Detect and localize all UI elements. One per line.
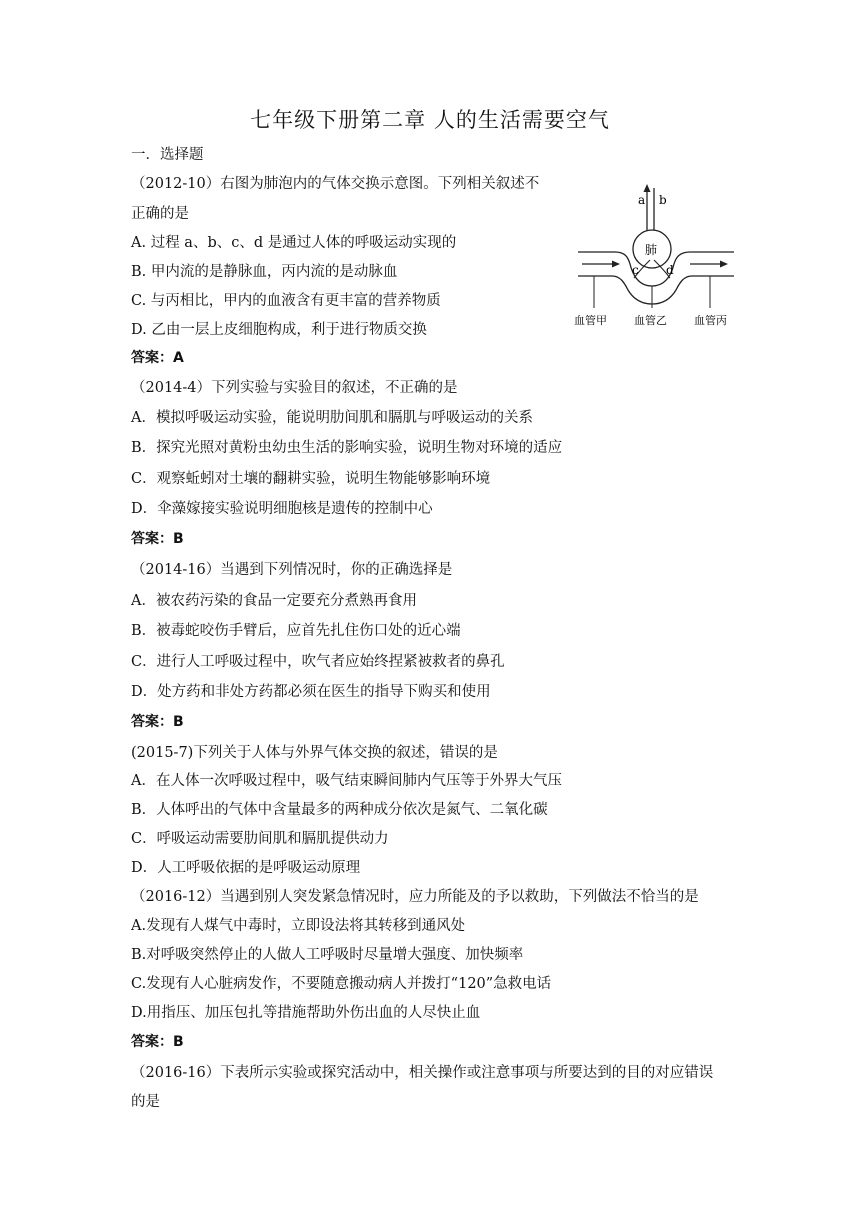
label-d: d xyxy=(666,263,674,277)
q1-option-d: D. 乙由一层上皮细胞构成，利于进行物质交换 xyxy=(131,322,427,338)
q4-option-b: B．人体呼出的气体中含量最多的两种成分依次是氮气、二氧化碳 xyxy=(131,802,548,818)
label-b: b xyxy=(659,193,667,207)
alveolus-diagram xyxy=(570,182,746,332)
section-heading: 一．选择题 xyxy=(131,147,204,163)
q1-option-a: A. 过程 a、b、c、d 是通过人体的呼吸运动实现的 xyxy=(131,235,457,251)
q6-stem-line1: （2016-16）下表所示实验或探究活动中，相关操作或注意事项与所要达到的目的对应错误 xyxy=(131,1065,714,1081)
q5-option-d: D.用指压、加压包扎等措施帮助外伤出血的人尽快止血 xyxy=(131,1005,481,1021)
q4-option-d: D．人工呼吸依据的是呼吸运动原理 xyxy=(131,860,361,876)
q4-stem: (2015-7)下列关于人体与外界气体交换的叙述，错误的是 xyxy=(131,745,498,761)
alveolus-gas-exchange-figure xyxy=(570,182,746,332)
q1-option-c: C. 与丙相比，甲内的血液含有更丰富的营养物质 xyxy=(131,293,441,309)
label-vessel-bing: 血管丙 xyxy=(694,314,727,327)
q5-stem: （2016-12）当遇到别人突发紧急情况时，应力所能及的予以救助，下列做法不恰当的是 xyxy=(131,889,699,905)
q1-option-b: B. 甲内流的是静脉血，丙内流的是动脉血 xyxy=(131,264,398,280)
q3-stem: （2014-16）当遇到下列情况时，你的正确选择是 xyxy=(131,562,453,578)
q3-answer: 答案：B xyxy=(131,714,184,730)
page-title: 七年级下册第二章 人的生活需要空气 xyxy=(250,108,610,132)
q5-option-a: A.发现有人煤气中毒时，立即设法将其转移到通风处 xyxy=(131,918,466,934)
q3-option-b: B．被毒蛇咬伤手臂后，应首先扎住伤口处的近心端 xyxy=(131,623,461,639)
q1-stem-line2: 正确的是 xyxy=(131,206,189,222)
q2-option-d: D．伞藻嫁接实验说明细胞核是遗传的控制中心 xyxy=(131,501,433,517)
q6-stem-line2: 的是 xyxy=(131,1094,160,1110)
q3-option-a: A．被农药污染的食品一定要充分煮熟再食用 xyxy=(131,593,417,609)
label-vessel-jia: 血管甲 xyxy=(574,314,607,327)
q2-option-b: B．探究光照对黄粉虫幼虫生活的影响实验，说明生物对环境的适应 xyxy=(131,440,563,456)
q2-stem: （2014-4）下列实验与实验目的叙述，不正确的是 xyxy=(131,380,458,396)
label-lung: 肺 xyxy=(645,243,658,257)
q3-option-d: D．处方药和非处方药都必须在医生的指导下购买和使用 xyxy=(131,684,491,700)
q4-option-c: C．呼吸运动需要肋间肌和膈肌提供动力 xyxy=(131,831,389,847)
q1-answer: 答案：A xyxy=(131,350,184,366)
q5-option-c: C.发现有人心脏病发作，不要随意搬动病人并拨打“120”急救电话 xyxy=(131,976,552,992)
q2-option-c: C．观察蚯蚓对土壤的翻耕实验，说明生物能够影响环境 xyxy=(131,471,491,487)
label-vessel-yi: 血管乙 xyxy=(634,314,667,327)
q1-stem-line1: （2012-10）右图为肺泡内的气体交换示意图。下列相关叙述不 xyxy=(131,176,540,192)
q5-option-b: B.对呼吸突然停止的人做人工呼吸时尽量增大强度、加快频率 xyxy=(131,947,524,963)
label-a: a xyxy=(638,193,646,207)
q2-answer: 答案：B xyxy=(131,531,184,547)
q5-answer: 答案：B xyxy=(131,1034,184,1050)
q2-option-a: A．模拟呼吸运动实验，能说明肋间肌和膈肌与呼吸运动的关系 xyxy=(131,410,533,426)
q4-option-a: A．在人体一次呼吸过程中，吸气结束瞬间肺内气压等于外界大气压 xyxy=(131,773,562,789)
label-c: c xyxy=(632,263,639,277)
q3-option-c: C．进行人工呼吸过程中，吹气者应始终捏紧被救者的鼻孔 xyxy=(131,654,505,670)
